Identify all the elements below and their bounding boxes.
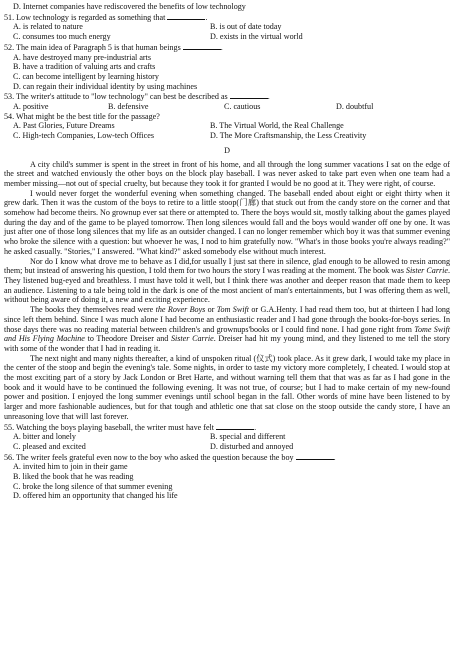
p4-text-1: The books they themselves read were xyxy=(30,305,156,315)
q51-option-a: A. is related to nature xyxy=(13,22,83,32)
q55-options-row1 xyxy=(4,432,450,442)
p4-text-3: or G.A.Henty. I had read them too, but at thirteen I had long since left them behind. Since I was much alone I had become an enthusiastic reader and I had gone through the books-for-boys series. In those days there was no reading material between children's and grownups'books or I could find none. I had gone right from xyxy=(4,305,450,334)
answer-blank xyxy=(296,452,334,460)
q52-option-b: B. have a tradition of valuing arts and crafts xyxy=(13,62,156,72)
q55-option-c: C. pleased and excited xyxy=(13,441,86,451)
p3-text-1: Nor do I know what drove me to behave as I did,for usually I just sat there in silence, glad enough to be allowed to resin among them; but instead of answering his question, I told them for two hours the story I was reading at the moment. The book was xyxy=(4,256,450,276)
q55-stem: 55. Watching the boys playing baseball, the writer must have felt . xyxy=(4,422,257,432)
q56-option-c: C. broke the long silence of that summer evening xyxy=(13,481,173,491)
q50-option-d: D. Internet companies have rediscovered the benefits of low technology xyxy=(13,2,246,11)
passage-paragraph-4 xyxy=(4,305,450,354)
q53-option-b: B. defensive xyxy=(108,102,149,112)
book-title-tom-swift: Tom Swift xyxy=(216,305,249,315)
book-title-rover-boys: the Rover Boys xyxy=(155,305,206,315)
q51-option-d: D. exists in the virtual world xyxy=(210,32,303,42)
q51-option-b: B. is out of date today xyxy=(210,22,282,32)
q54-option-d: D. The More Craftsmanship, the Less Creativity xyxy=(210,131,367,141)
q51-option-c: C. consumes too much energy xyxy=(13,32,111,42)
q56-option-a: A. invited him to join in their game xyxy=(13,462,128,472)
passage-paragraph-5: The next night and many nights thereafter, a kind of unspoken ritual (仪式) took place. As it grew dark, I would take my place in the center of the stoop and begin the evening's tale. Some nights, in order to taste my victory more completely, I cheated. I would stop at the most exciting part of a story by Jack London or Bret Harte, and without warning tell them that that was as far as I had gone in the book and it would have to be continued the following evening. It was not true, of course; but I had to make certain of my new-found power and position. I enjoyed the long summer evenings until school began in the fall. Other words of mine have been listened to by larger and more fashionable audiences, but for that tough and athletic one that sat close on the stoop outside the candy store, I have an unreasoning love that will last forever. xyxy=(4,353,450,421)
q54-option-c: C. High-tech Companies, Low-tech Offices xyxy=(13,131,155,141)
q51-stem: 51. Low technology is regarded as something that . xyxy=(4,12,208,22)
q55-option-b: B. special and different xyxy=(210,432,286,442)
passage-paragraph-2: I would never forget the wonderful evening when something changed. The baseball ended about eight or eight thirty when it grew dark. Then it was the custom of the boys to retire to a little stoop(门廊) that stuck out from the candy store on the corner and that somehow had become theirs. No grownup ever sat there or attempted to. There the boys would sit, mostly talking about the games played during the day and of the game to be played tomorrow. Then long silences would fall and the boys would wander off one by one. It was just after one of those long silences that my life as an outsider changed. I can no longer remember which boy it was that summer evening who broke the silence with a question: but whoever he was, I nod to him gratefully now. "What's in those books you're always reading?" he asked casually. "Stories," I answered. "What kind?" asked somebody else without much interest. xyxy=(4,188,450,256)
q53-options xyxy=(4,102,450,112)
book-title-flying-machine: Tome Swift and His Flying Machine xyxy=(4,324,450,344)
book-title-sister-carrie: Sister Carrie xyxy=(405,266,448,276)
q54-options-row2 xyxy=(4,131,450,141)
q53-stem-text: 53. The writer's attitude to "low technology" can best be described as xyxy=(4,92,228,102)
q55-option-d: D. disturbed and annoyed xyxy=(210,441,294,451)
q53-option-c: C. cautious xyxy=(224,102,261,112)
p4-text-2: or xyxy=(205,305,217,315)
answer-blank xyxy=(216,422,254,430)
q52-option-d: D. can regain their individual identity by using machines xyxy=(13,81,198,91)
q56-stem-text: 56. The writer feels grateful even now to the boy who asked the question because the boy xyxy=(4,452,294,462)
q56-stem: 56. The writer feels grateful even now to the boy who asked the question because the boy . xyxy=(4,452,336,462)
q54-options-row1 xyxy=(4,121,450,131)
q55-options-row2 xyxy=(4,442,450,452)
q54-option-a: A. Past Glories, Future Dreams xyxy=(13,121,115,131)
q56-option-d: D. offered him an opportunity that changed his life xyxy=(13,491,178,501)
q51-options-row1 xyxy=(4,22,450,32)
q53-stem: 53. The writer's attitude to "low technology" can best be described as . xyxy=(4,92,270,102)
answer-blank xyxy=(230,91,268,99)
passage-paragraph-1: A city child's summer is spent in the street in front of his home, and all through the long summer vacations I sat on the edge of the street and watched enviously the other boys on the block play baseball. I was never asked to take part even when one team had a member missing—not out of special cruelty, but because they took it for granted I would be no good at it. They were right, of course. xyxy=(4,159,450,188)
q51-options-row2 xyxy=(4,32,450,42)
q56-option-b: B. liked the book that he was reading xyxy=(13,472,134,482)
q52-option-a: A. have destroyed many pre-industrial arts xyxy=(13,52,152,62)
passage-paragraph-3 xyxy=(4,257,450,306)
q54-option-b: B. The Virtual World, the Real Challenge xyxy=(210,121,344,131)
q51-stem-text: 51. Low technology is regarded as something that xyxy=(4,12,166,22)
answer-blank xyxy=(183,42,221,50)
book-title-sister-carrie-2: Sister Carrie xyxy=(170,334,214,344)
answer-blank xyxy=(167,12,205,20)
q53-option-d: D. doubtful xyxy=(336,102,374,112)
q53-option-a: A. positive xyxy=(13,102,49,112)
q54-stem: 54. What might be the best title for the passage? xyxy=(4,111,160,121)
q55-option-a: A. bitter and lonely xyxy=(13,432,76,442)
section-heading: D xyxy=(224,145,230,155)
p4-text-4: to Theodore Dreiser and xyxy=(84,334,171,344)
q52-stem-text: 52. The main idea of Paragraph 5 is that human beings xyxy=(4,42,181,52)
p3-text-2: . They listened bug-eyed and breathless. I must have told it well, but I think there was another and deeper reason that made them to keep an audience. Listening to a tale being told in the dark is one of the most ancient of man's entertainments, but I was offering them as well, without being aware of doing it, a new and exciting experience. xyxy=(4,266,450,305)
q52-stem: 52. The main idea of Paragraph 5 is that human beings . xyxy=(4,42,223,52)
q55-stem-text: 55. Watching the boys playing baseball, the writer must have felt xyxy=(4,422,215,432)
q52-option-c: C. can become intelligent by learning history xyxy=(13,71,159,81)
p4-text-5: . Dreiser had hit my young mind, and they listened to me tell the story with some of the wonder that I had in reading it. xyxy=(4,334,450,353)
